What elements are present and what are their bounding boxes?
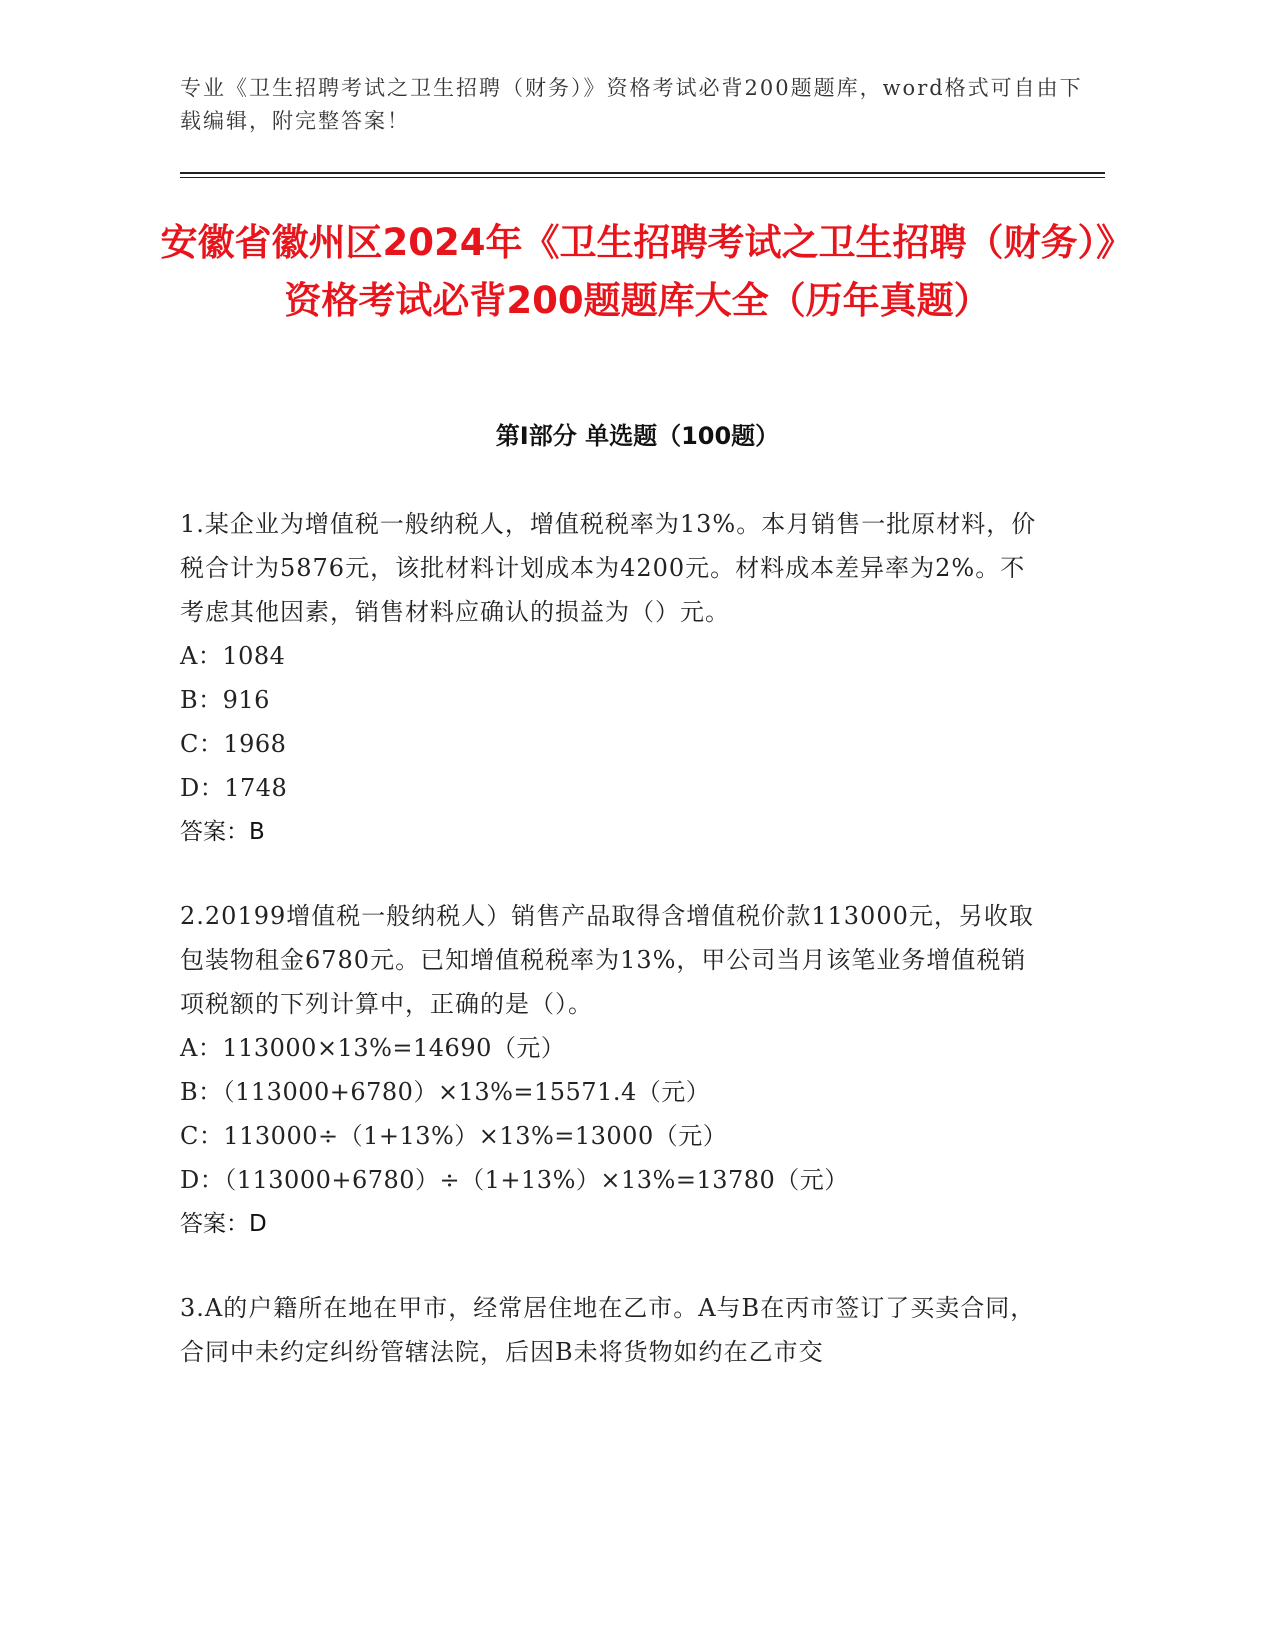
header-divider-thick [180, 172, 1105, 174]
question-list [180, 502, 1040, 1414]
section-heading: 第Ⅰ部分 单选题（100题） [495, 422, 780, 450]
option-c: C：1968 [180, 730, 287, 758]
option-b: B：916 [180, 686, 270, 714]
document-title: 安徽省徽州区2024年《卫生招聘考试之卫生招聘（财务）》资格考试必背200题题库大全（历年真题） [160, 221, 1115, 322]
question-stem: 2.20199增值税一般纳税人）销售产品取得含增值税价款113000元，另收取包装物租金6780元。已知增值税税率为13%，甲公司当月该笔业务增值税销项税额的下列计算中，正确的是（）。 [180, 902, 1034, 1018]
question-stem: 1.某企业为增值税一般纳税人，增值税税率为13%。本月销售一批原材料，价税合计为5876元，该批材料计划成本为4200元。材料成本差异率为2%。不考虑其他因素，销售材料应确认的损益为（）元。 [180, 510, 1037, 626]
answer-text: 答案：B [180, 819, 265, 845]
question-item-2 [180, 894, 1040, 1246]
question-stem: 3.A的户籍所在地在甲市，经常居住地在乙市。A与B在丙市签订了买卖合同，合同中未约定纠纷管辖法院，后因B未将货物如约在乙市交 [180, 1294, 1036, 1366]
option-d: D：1748 [180, 774, 288, 802]
question-item-3 [180, 1286, 1040, 1374]
answer-text: 答案：D [180, 1211, 267, 1237]
option-c: C：113000÷（1+13%）×13%=13000（元） [180, 1122, 728, 1150]
header-divider-thin [180, 177, 1105, 178]
option-a: A：113000×13%=14690（元） [180, 1034, 566, 1062]
option-b: B：（113000+6780）×13%=15571.4（元） [180, 1078, 711, 1106]
option-d: D：（113000+6780）÷（1+13%）×13%=13780（元） [180, 1166, 849, 1194]
document-header-note: 专业《卫生招聘考试之卫生招聘（财务）》资格考试必背200题题库，word格式可自由下载编辑，附完整答案！ [180, 76, 1083, 133]
option-a: A：1084 [180, 642, 286, 670]
question-item-1 [180, 502, 1040, 854]
